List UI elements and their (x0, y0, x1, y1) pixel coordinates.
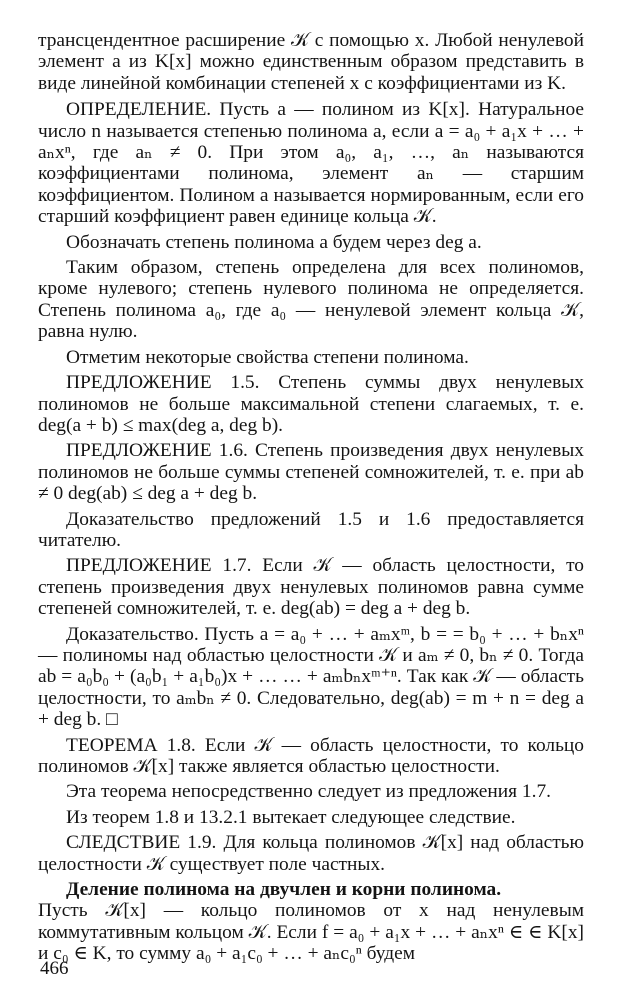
paragraph-proof-1-7: Доказательство. Пусть a = a₀ + … + aₘxᵐ, b = = b₀ + … + bₙxⁿ — полиномы над областью целостности 𝒦 и aₘ ≠ 0, bₙ ≠ 0. Тогда ab = a₀b₀ + (a₀b₁ + a₁b₀)x + … … + aₘbₙxᵐ⁺ⁿ. Так как 𝒦 — область целостности, то aₘbₙ ≠ 0. Следовательно, deg(ab) = m + n = deg a + deg b. □ (38, 623, 584, 731)
paragraph-definition: ОПРЕДЕЛЕНИЕ. Пусть a — полином из K[x]. Натуральное число n называется степенью полинома a, если a = a₀ + a₁x + … + aₙxⁿ, где aₙ ≠ 0. При этом a₀, a₁, …, aₙ называются коэффициентами полинома, элемент aₙ — старшим коэффициентом. Полином a называется нормированным, если его старший коэффициент равен единице кольца 𝒦. (38, 99, 584, 228)
paragraph-degree-notation: Обозначать степень полинома a будем через deg a. (66, 231, 482, 253)
section-heading: Деление полинома на двучлен и корни полинома. (66, 879, 502, 901)
paragraph-proof-left: Доказательство предложений 1.5 и 1.6 предоставляется читателю. (38, 508, 584, 551)
paragraph-corollary-1-9: СЛЕДСТВИЕ 1.9. Для кольца полиномов 𝒦[x] над областью целостности 𝒦 существует поле частных. (38, 832, 584, 875)
paragraph-degree-defined: Таким образом, степень определена для всех полиномов, кроме нулевого; степень нулевого полинома не определяется. Степень полинома a₀, где a₀ — ненулевой элемент кольца 𝒦, равна нулю. (38, 257, 584, 343)
paragraph-theorem-follows: Эта теорема непосредственно следует из предложения 1.7. (66, 781, 552, 803)
paragraph-division: Пусть 𝒦[x] — кольцо полиномов от x над ненулевым коммутативным кольцом 𝒦. Если f = a₀ + a₁x + … + aₙxⁿ ∈ ∈ K[x] и c₀ ∈ K, то сумму a₀ + a₁c₀ + … + aₙc₀ⁿ будем (38, 900, 584, 965)
paragraph-properties: Отметим некоторые свойства степени полинома. (66, 346, 469, 368)
paragraph-proposition-1-5: ПРЕДЛОЖЕНИЕ 1.5. Степень суммы двух ненулевых полиномов не больше максимальной степени слагаемых, т. е. deg(a + b) ≤ max(deg a, deg b). (38, 372, 584, 436)
page-body (38, 30, 584, 970)
paragraph-theorem-1-8: ТЕОРЕМА 1.8. Если 𝒦 — область целостности, то кольцо полиномов 𝒦[x] также является областью целостности. (38, 734, 584, 777)
paragraph-intro: трансцендентное расширение 𝒦 с помощью x. Любой ненулевой элемент a из K[x] можно единственным образом представить в виде линейной комбинации степеней x с коэффициентами из K. (38, 30, 584, 94)
paragraph-proposition-1-6: ПРЕДЛОЖЕНИЕ 1.6. Степень произведения двух ненулевых полиномов не больше суммы степеней сомножителей, т. е. при ab ≠ 0 deg(ab) ≤ deg a + deg b. (38, 440, 584, 505)
paragraph-corollary-intro: Из теорем 1.8 и 13.2.1 вытекает следующее следствие. (66, 806, 516, 828)
paragraph-proposition-1-7: ПРЕДЛОЖЕНИЕ 1.7. Если 𝒦 — область целостности, то степень произведения двух ненулевых полиномов равна сумме степеней сомножителей, т. е. deg(ab) = deg a + deg b. (38, 555, 584, 620)
page-number: 466 (40, 958, 69, 979)
